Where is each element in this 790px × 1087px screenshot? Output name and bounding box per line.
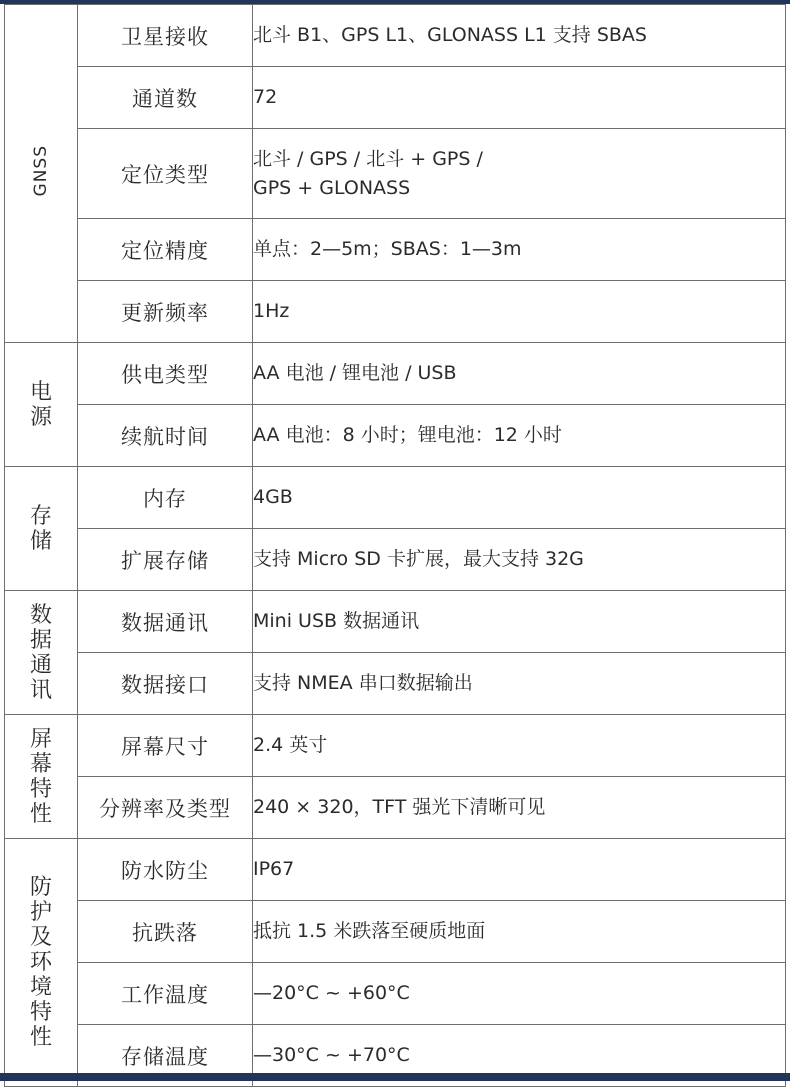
group-name: GNSS — [30, 144, 51, 197]
spec-label: 存储温度 — [78, 1025, 253, 1087]
spec-value: 支持 NMEA 串口数据输出 — [253, 653, 786, 715]
spec-value: AA 电池 / 锂电池 / USB — [253, 343, 786, 405]
spec-value: 72 — [253, 67, 786, 129]
spec-row — [5, 591, 786, 653]
spec-value: 1Hz — [253, 281, 786, 343]
spec-table-body — [5, 5, 786, 1087]
spec-row — [5, 405, 786, 467]
spec-label: 分辨率及类型 — [78, 777, 253, 839]
spec-row — [5, 5, 786, 67]
spec-label: 更新频率 — [78, 281, 253, 343]
bottom-border-bar — [0, 1073, 790, 1081]
spec-row — [5, 219, 786, 281]
spec-row — [5, 467, 786, 529]
spec-table — [4, 4, 786, 1087]
group-header — [5, 467, 78, 591]
group-name: 存储 — [30, 503, 53, 554]
spec-row — [5, 839, 786, 901]
spec-label: 扩展存储 — [78, 529, 253, 591]
group-name: 屏幕特性 — [30, 726, 53, 827]
spec-value: AA 电池：8 小时；锂电池：12 小时 — [253, 405, 786, 467]
spec-row — [5, 67, 786, 129]
spec-value: —20°C ~ +60°C — [253, 963, 786, 1025]
spec-label: 卫星接收 — [78, 5, 253, 67]
spec-value: IP67 — [253, 839, 786, 901]
spec-label: 续航时间 — [78, 405, 253, 467]
spec-row — [5, 901, 786, 963]
group-header — [5, 839, 78, 1087]
spec-row — [5, 529, 786, 591]
group-header — [5, 5, 78, 343]
group-header — [5, 715, 78, 839]
spec-value: 2.4 英寸 — [253, 715, 786, 777]
spec-label: 通道数 — [78, 67, 253, 129]
spec-label: 定位类型 — [78, 129, 253, 219]
spec-label: 屏幕尺寸 — [78, 715, 253, 777]
spec-label: 防水防尘 — [78, 839, 253, 901]
spec-label: 数据接口 — [78, 653, 253, 715]
group-name: 防护及环境特性 — [30, 875, 53, 1050]
spec-label: 工作温度 — [78, 963, 253, 1025]
spec-label: 供电类型 — [78, 343, 253, 405]
spec-value: 北斗 B1、GPS L1、GLONASS L1 支持 SBAS — [253, 5, 786, 67]
spec-value: 240 × 320，TFT 强光下清晰可见 — [253, 777, 786, 839]
spec-value: 抵抗 1.5 米跌落至硬质地面 — [253, 901, 786, 963]
spec-row — [5, 777, 786, 839]
spec-label: 定位精度 — [78, 219, 253, 281]
group-header — [5, 343, 78, 467]
spec-value: 北斗 / GPS / 北斗 + GPS / GPS + GLONASS — [253, 129, 786, 219]
group-name: 电源 — [30, 379, 53, 430]
spec-label: 内存 — [78, 467, 253, 529]
spec-value: Mini USB 数据通讯 — [253, 591, 786, 653]
spec-row — [5, 129, 786, 219]
spec-row — [5, 715, 786, 777]
spec-row — [5, 281, 786, 343]
spec-row — [5, 653, 786, 715]
spec-value: 单点：2—5m；SBAS：1—3m — [253, 219, 786, 281]
group-name: 数据通讯 — [30, 602, 53, 703]
spec-label: 抗跌落 — [78, 901, 253, 963]
spec-value: 支持 Micro SD 卡扩展，最大支持 32G — [253, 529, 786, 591]
spec-row — [5, 343, 786, 405]
spec-value: —30°C ~ +70°C — [253, 1025, 786, 1087]
spec-row — [5, 963, 786, 1025]
group-header — [5, 591, 78, 715]
spec-label: 数据通讯 — [78, 591, 253, 653]
spec-value: 4GB — [253, 467, 786, 529]
